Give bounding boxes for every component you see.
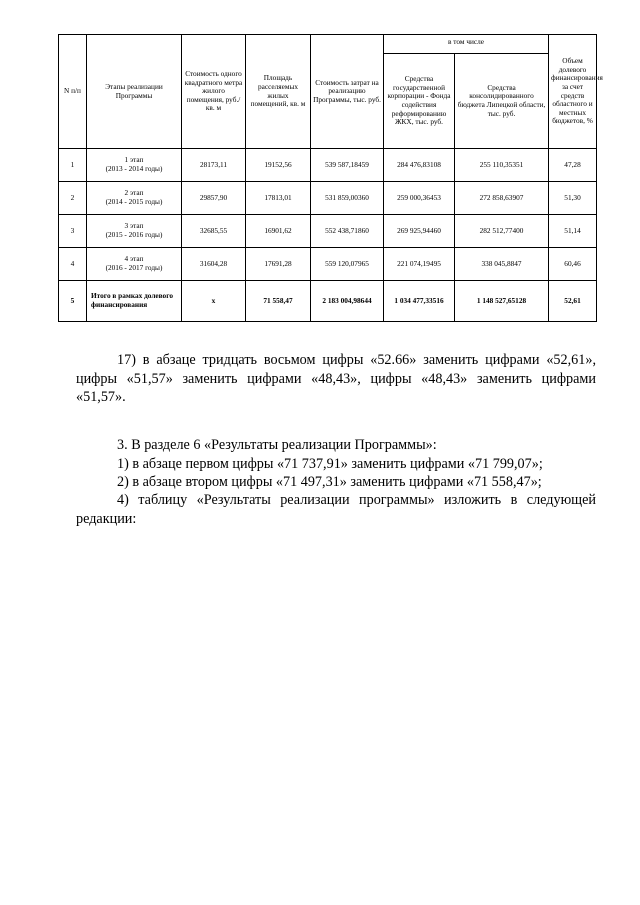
cell-share: 51,14: [549, 215, 597, 248]
cell-stage: [87, 149, 182, 182]
header-share: Объем долевого финансирования за счет средств областного и местных бюджетов, %: [549, 35, 597, 149]
cell-num: 2: [59, 182, 87, 215]
stage-years: (2014 - 2015 годы): [105, 197, 163, 206]
cell-cost-sqm: 32685,55: [182, 215, 246, 248]
cell-cost-sqm: 28173,11: [182, 149, 246, 182]
cell-num: 4: [59, 248, 87, 281]
cell-area: 17813,01: [246, 182, 311, 215]
cell-stage: [87, 215, 182, 248]
table-row: [59, 149, 597, 182]
stage-years: (2016 - 2017 годы): [105, 263, 163, 272]
item-1: 1) в абзаце первом цифры «71 737,91» заменить цифрами «71 799,07»;: [117, 456, 543, 472]
table-header-row: [59, 35, 597, 54]
stage-name: 1 этап: [124, 155, 144, 165]
cell-fund: 259 000,36453: [384, 182, 455, 215]
cell-area: 17691,28: [246, 248, 311, 281]
cell-cost-sqm: 29857,90: [182, 182, 246, 215]
cell-budget: 338 045,8847: [455, 248, 549, 281]
header-total-cost: Стоимость затрат на реализацию Программы, тыс. руб.: [311, 35, 384, 149]
program-stages-table: [58, 34, 603, 322]
cell-budget: 282 512,77400: [455, 215, 549, 248]
header-budget: Средства консолидированного бюджета Липецкой области, тыс. руб.: [455, 54, 549, 149]
cell-share: 52,61: [549, 281, 597, 322]
cell-stage: [87, 182, 182, 215]
cell-budget: 255 110,35351: [455, 149, 549, 182]
cell-num: 3: [59, 215, 87, 248]
paragraph-17: 17) в абзаце тридцать восьмом цифры «52.66» заменить цифрами «52,61», цифры «51,57» заменить цифрами «48,43», цифры «48,43» заменить цифрами «51,57».: [76, 352, 596, 405]
cell-budget: 272 858,63907: [455, 182, 549, 215]
header-stage: Этапы реализации Программы: [87, 35, 182, 149]
cell-fund: 269 925,94460: [384, 215, 455, 248]
header-fund: Средства государственной корпорации - Фонда содействия реформированию ЖКХ, тыс. руб.: [384, 54, 455, 149]
cell-share: 47,28: [549, 149, 597, 182]
cell-fund: 284 476,83108: [384, 149, 455, 182]
table-row: [59, 248, 597, 281]
cell-total-cost: 539 587,18459: [311, 149, 384, 182]
header-cost-sqm: Стоимость одного квадратного метра жилого помещения, руб./кв. м: [182, 35, 246, 149]
stage-years: (2013 - 2014 годы): [105, 164, 163, 173]
header-area: Площадь расселяемых жилых помещений, кв. м: [246, 35, 311, 149]
cell-cost-sqm: 31604,28: [182, 248, 246, 281]
cell-budget: 1 148 527,65128: [455, 281, 549, 322]
stage-name: 3 этап: [124, 221, 144, 231]
stage-name: 4 этап: [124, 254, 144, 264]
item-4: 4) таблицу «Результаты реализации программы» изложить в следующей редакции:: [76, 492, 596, 527]
cell-share: 60,46: [549, 248, 597, 281]
cell-total-cost: 2 183 004,98644: [311, 281, 384, 322]
cell-area: 19152,56: [246, 149, 311, 182]
cell-total-cost: 531 859,00360: [311, 182, 384, 215]
cell-num: 5: [59, 281, 87, 322]
cell-total-cost: 552 438,71860: [311, 215, 384, 248]
section-3-heading: 3. В разделе 6 «Результаты реализации Программы»:: [117, 437, 437, 453]
cell-area: 16901,62: [246, 215, 311, 248]
header-num: N п/п: [59, 35, 87, 149]
cell-share: 51,30: [549, 182, 597, 215]
table-row: [59, 182, 597, 215]
table-total-row: [59, 281, 597, 322]
cell-fund: 1 034 477,33516: [384, 281, 455, 322]
cell-area: 71 558,47: [246, 281, 311, 322]
item-2: 2) в абзаце втором цифры «71 497,31» заменить цифрами «71 558,47»;: [117, 474, 542, 490]
cell-stage: [87, 248, 182, 281]
cell-fund: 221 074,19495: [384, 248, 455, 281]
table-row: [59, 215, 597, 248]
cell-cost-sqm: x: [182, 281, 246, 322]
stage-years: (2015 - 2016 годы): [105, 230, 163, 239]
cell-num: 1: [59, 149, 87, 182]
cell-total-cost: 559 120,07965: [311, 248, 384, 281]
cell-stage: Итого в рамках долевого финансирования: [87, 281, 182, 322]
header-including: в том числе: [384, 35, 549, 54]
stage-name: 2 этап: [124, 188, 144, 198]
